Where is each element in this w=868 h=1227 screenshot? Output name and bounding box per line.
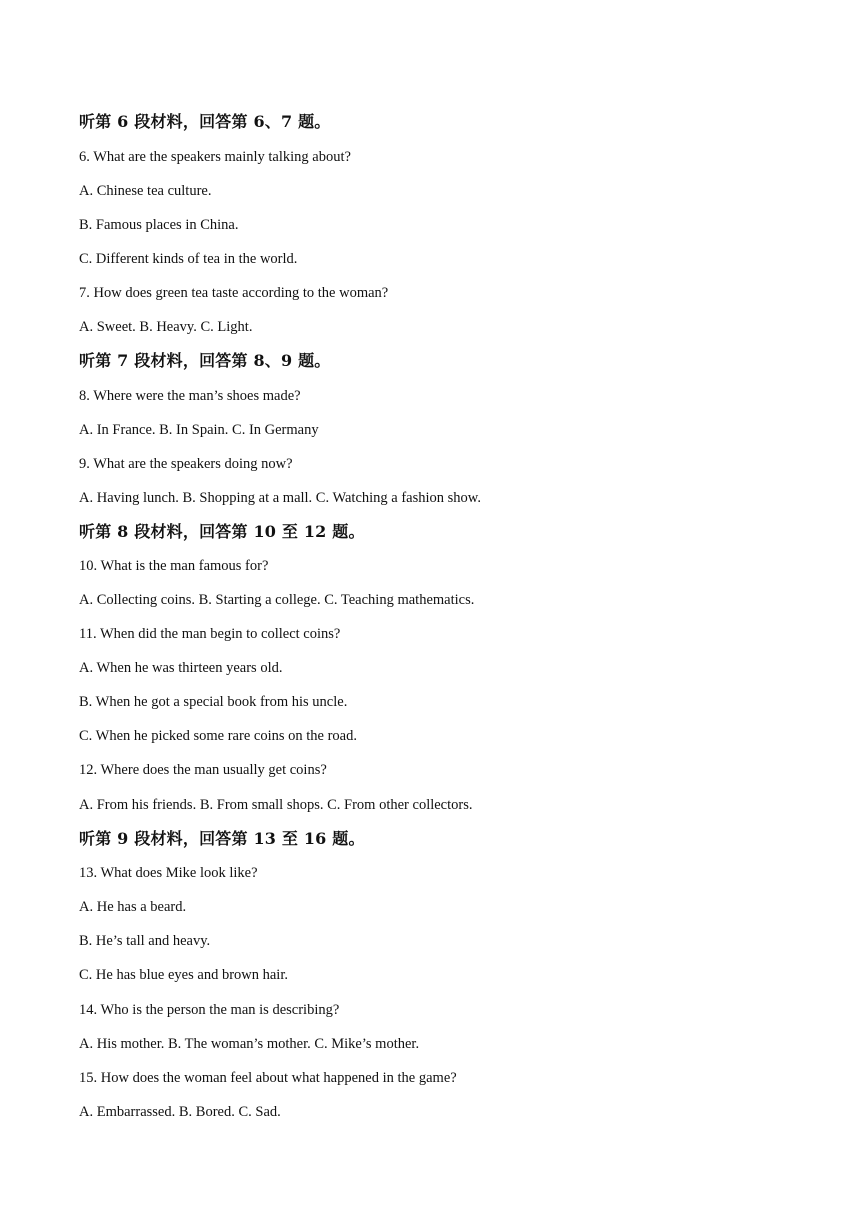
answer-options: A. In France. B. In Spain. C. In Germany	[79, 422, 319, 438]
answer-option: C. Different kinds of tea in the world.	[79, 251, 298, 267]
answer-options: A. Having lunch. B. Shopping at a mall. C. Watching a fashion show.	[79, 490, 481, 506]
answer-option: C. When he picked some rare coins on the road.	[79, 728, 357, 744]
question-text: 6. What are the speakers mainly talking about?	[79, 149, 351, 165]
question-text: 12. Where does the man usually get coins?	[79, 762, 327, 778]
answer-options: A. Collecting coins. B. Starting a college. C. Teaching mathematics.	[79, 592, 475, 608]
answer-options: A. His mother. B. The woman’s mother. C. Mike’s mother.	[79, 1036, 420, 1052]
answer-option: C. He has blue eyes and brown hair.	[79, 967, 288, 983]
section-heading: 听第 6 段材料，回答第 6、7 题。	[79, 112, 331, 131]
question-text: 9. What are the speakers doing now?	[79, 456, 293, 472]
question-text: 10. What is the man famous for?	[79, 558, 269, 574]
question-text: 8. Where were the man’s shoes made?	[79, 388, 301, 404]
question-text: 11. When did the man begin to collect coins?	[79, 626, 341, 642]
answer-option: B. When he got a special book from his uncle.	[79, 694, 348, 710]
answer-option: B. Famous places in China.	[79, 217, 239, 233]
question-text: 13. What does Mike look like?	[79, 865, 258, 881]
section-heading: 听第 8 段材料，回答第 10 至 12 题。	[79, 522, 365, 541]
section-heading: 听第 7 段材料，回答第 8、9 题。	[79, 351, 331, 370]
section-heading: 听第 9 段材料，回答第 13 至 16 题。	[79, 829, 365, 848]
answer-option: A. When he was thirteen years old.	[79, 660, 283, 676]
question-text: 15. How does the woman feel about what happened in the game?	[79, 1070, 457, 1086]
answer-option: A. Chinese tea culture.	[79, 183, 212, 199]
answer-options: A. From his friends. B. From small shops. C. From other collectors.	[79, 797, 473, 813]
answer-option: B. He’s tall and heavy.	[79, 933, 211, 949]
question-text: 7. How does green tea taste according to the woman?	[79, 285, 389, 301]
question-text: 14. Who is the person the man is describing?	[79, 1002, 340, 1018]
answer-options: A. Embarrassed. B. Bored. C. Sad.	[79, 1104, 281, 1120]
answer-options: A. Sweet. B. Heavy. C. Light.	[79, 319, 253, 335]
answer-option: A. He has a beard.	[79, 899, 187, 915]
